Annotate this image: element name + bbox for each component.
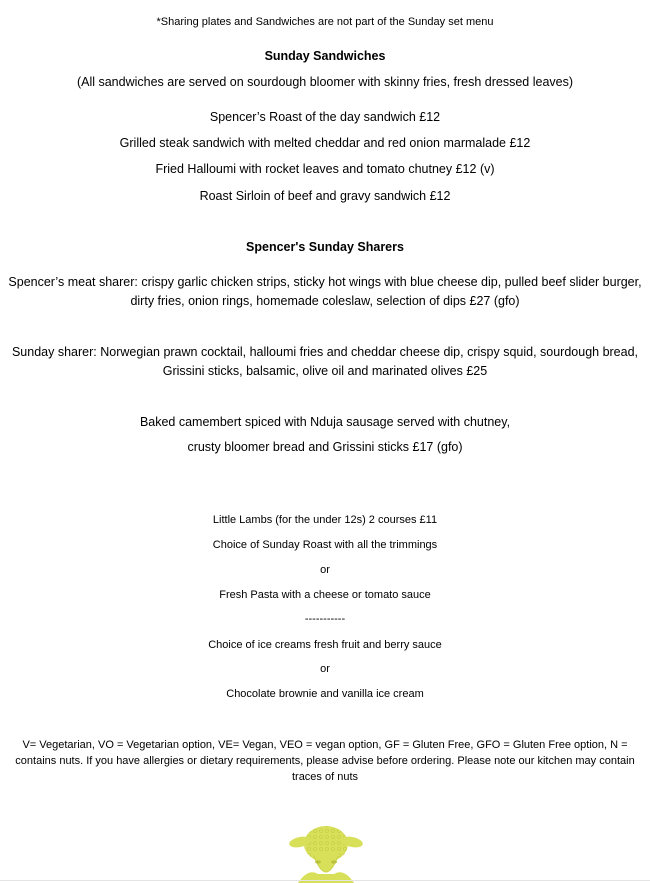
- sandwich-item: Spencer’s Roast of the day sandwich £12: [209, 110, 441, 124]
- sheep-icon: [288, 822, 364, 883]
- set-menu-note: *Sharing plates and Sandwiches are not part of the Sunday set menu: [156, 16, 494, 28]
- sandwiches-intro: (All sandwiches are served on sourdough bloomer with skinny fries, fresh dressed leaves): [76, 75, 574, 89]
- kids-menu-title: Little Lambs (for the under 12s) 2 courses £11: [212, 514, 438, 526]
- kids-or-separator: or: [320, 564, 330, 576]
- sandwich-item: Fried Halloumi with rocket leaves and tomato chutney £12 (v): [155, 162, 495, 176]
- kids-or-separator: or: [320, 663, 330, 675]
- meat-sharer-description: Spencer’s meat sharer: crispy garlic chicken strips, sticky hot wings with blue cheese dip, pulled beef slider burger, dirty fries, onion rings, homemade coleslaw, selection of dips £27 (gfo): [8, 275, 642, 308]
- sunday-sharer-description: Sunday sharer: Norwegian prawn cocktail, halloumi fries and cheddar cheese dip, crispy squid, sourdough bread, Grissini sticks, balsamic, olive oil and marinated olives £25: [11, 345, 639, 378]
- sheep-logo-shape: [288, 826, 364, 883]
- kids-main-option: Choice of Sunday Roast with all the trimmings: [212, 539, 438, 551]
- camembert-line-1: Baked camembert spiced with Nduja sausage served with chutney,: [139, 415, 511, 429]
- dietary-legend: V= Vegetarian, VO = Vegetarian option, VE= Vegan, VEO = vegan option, GF = Gluten Free, GFO = Gluten Free option, N = contains nuts. If you have allergies or dietary requirements, please advise before ordering. Please note our kitchen may contain traces of nuts: [15, 739, 635, 783]
- sandwiches-heading: Sunday Sandwiches: [264, 49, 386, 63]
- page-bottom-rule: [0, 880, 650, 881]
- kids-course-divider: -----------: [304, 613, 346, 625]
- kids-main-option: Fresh Pasta with a cheese or tomato sauce: [219, 589, 431, 601]
- kids-dessert-option: Chocolate brownie and vanilla ice cream: [226, 688, 424, 700]
- camembert-line-2: crusty bloomer bread and Grissini sticks £17 (gfo): [187, 440, 463, 454]
- sharers-heading: Spencer's Sunday Sharers: [246, 240, 404, 254]
- kids-dessert-option: Choice of ice creams fresh fruit and berry sauce: [208, 639, 442, 651]
- sandwich-item: Grilled steak sandwich with melted cheddar and red onion marmalade £12: [119, 136, 531, 150]
- sandwich-item: Roast Sirloin of beef and gravy sandwich £12: [199, 189, 451, 203]
